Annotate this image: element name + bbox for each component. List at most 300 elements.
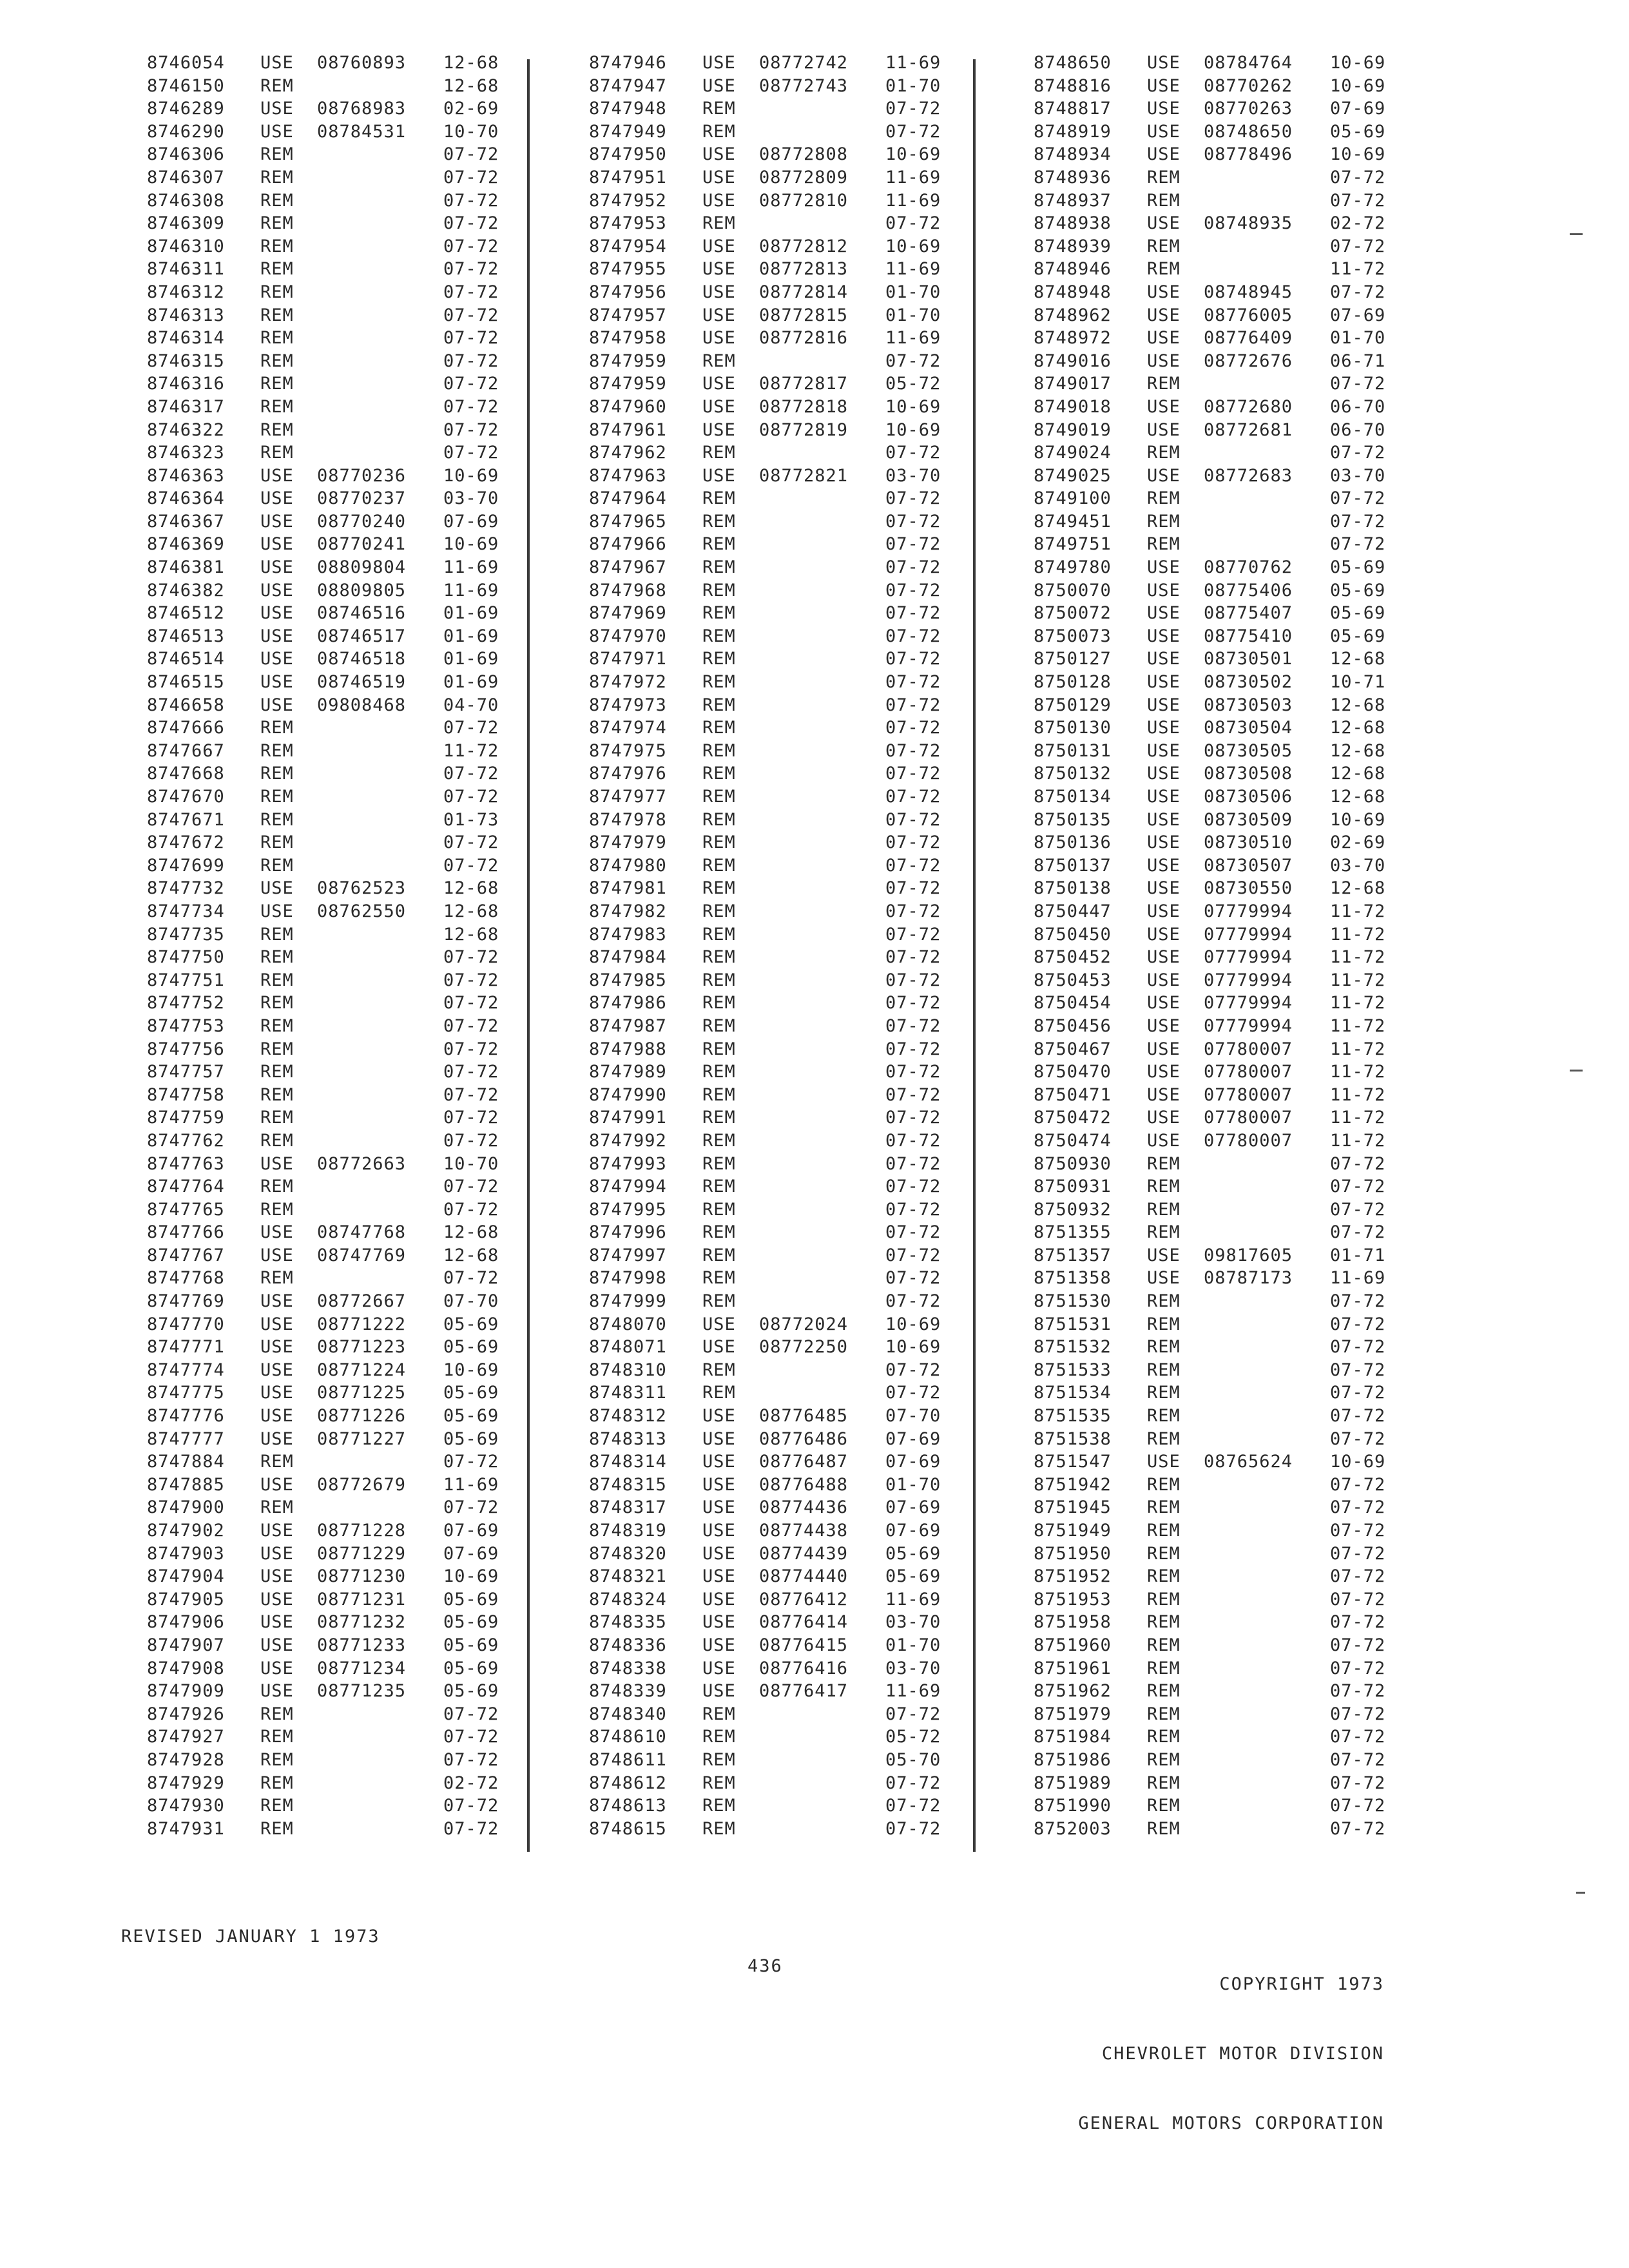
action-code: USE bbox=[702, 328, 736, 349]
action-code: REM bbox=[702, 1177, 736, 1197]
effective-date: 11-69 bbox=[885, 328, 941, 349]
replacement-part: 08771231 bbox=[317, 1589, 407, 1610]
part-number: 8751952 bbox=[1034, 1566, 1112, 1587]
table-row bbox=[1034, 1772, 1401, 1795]
replacement-part: 08730501 bbox=[1204, 649, 1293, 669]
replacement-part bbox=[1204, 235, 1330, 258]
replacement-part bbox=[317, 809, 443, 832]
replacement-part bbox=[759, 625, 885, 648]
part-number: 8747671 bbox=[147, 809, 225, 830]
action-code: REM bbox=[260, 75, 294, 96]
action-code: REM bbox=[260, 924, 294, 945]
table-row bbox=[589, 465, 956, 488]
table-row bbox=[147, 441, 514, 465]
replacement-part: 08771222 bbox=[317, 1314, 407, 1334]
part-number: 8747884 bbox=[147, 1452, 225, 1472]
replacement-part bbox=[759, 1129, 885, 1153]
table-row bbox=[147, 785, 514, 809]
part-number: 8747946 bbox=[589, 53, 667, 73]
table-row bbox=[1034, 1313, 1401, 1336]
replacement-part bbox=[317, 189, 443, 213]
effective-date: 07-69 bbox=[1330, 99, 1386, 119]
table-row bbox=[1034, 1519, 1401, 1542]
action-code: REM bbox=[1147, 1337, 1181, 1358]
replacement-part bbox=[1204, 1198, 1330, 1222]
replacement-part bbox=[759, 1084, 885, 1107]
table-row bbox=[1034, 1267, 1401, 1290]
effective-date: 05-69 bbox=[443, 1658, 499, 1678]
effective-date: 07-72 bbox=[443, 236, 499, 256]
effective-date: 11-72 bbox=[1330, 901, 1386, 921]
table-row bbox=[589, 1336, 956, 1359]
effective-date: 11-72 bbox=[1330, 259, 1386, 280]
effective-date: 12-68 bbox=[1330, 649, 1386, 669]
replacement-part bbox=[759, 533, 885, 556]
action-code: REM bbox=[260, 787, 294, 807]
action-code: USE bbox=[260, 672, 294, 693]
effective-date: 01-73 bbox=[443, 809, 499, 830]
effective-date: 07-69 bbox=[1330, 305, 1386, 325]
part-number: 8751960 bbox=[1034, 1635, 1112, 1655]
table-row bbox=[1034, 900, 1401, 923]
effective-date: 07-72 bbox=[885, 1199, 941, 1220]
action-code: USE bbox=[1147, 603, 1181, 624]
table-row bbox=[589, 1519, 956, 1542]
replacement-part: 08772819 bbox=[759, 419, 849, 440]
copyright-block bbox=[1078, 1927, 1384, 2158]
action-code: REM bbox=[702, 1818, 736, 1839]
part-number: 8748615 bbox=[589, 1818, 667, 1839]
action-code: USE bbox=[1147, 213, 1181, 234]
table-row bbox=[147, 969, 514, 992]
effective-date: 07-72 bbox=[1330, 374, 1386, 394]
action-code: USE bbox=[1147, 328, 1181, 349]
part-number: 8746289 bbox=[147, 99, 225, 119]
table-row bbox=[147, 716, 514, 740]
replacement-part bbox=[317, 716, 443, 740]
part-number: 8747988 bbox=[589, 1039, 667, 1059]
effective-date: 12-68 bbox=[443, 75, 499, 96]
table-row bbox=[147, 923, 514, 947]
part-number: 8752003 bbox=[1034, 1818, 1112, 1839]
action-code: USE bbox=[1147, 970, 1181, 990]
effective-date: 07-72 bbox=[885, 764, 941, 784]
action-code: REM bbox=[260, 1130, 294, 1151]
part-number: 8747903 bbox=[147, 1543, 225, 1564]
action-code: REM bbox=[260, 855, 294, 876]
part-number: 8747762 bbox=[147, 1130, 225, 1151]
replacement-part bbox=[759, 1106, 885, 1129]
part-number: 8751990 bbox=[1034, 1796, 1112, 1816]
effective-date: 07-72 bbox=[1330, 1749, 1386, 1770]
replacement-part: 08772250 bbox=[759, 1337, 849, 1358]
table-row bbox=[147, 1565, 514, 1588]
part-number: 8746310 bbox=[147, 236, 225, 256]
table-row bbox=[147, 143, 514, 166]
action-code: USE bbox=[702, 1521, 736, 1541]
effective-date: 10-69 bbox=[443, 465, 499, 486]
replacement-part bbox=[317, 372, 443, 396]
action-code: USE bbox=[702, 1658, 736, 1678]
part-number: 8747987 bbox=[589, 1015, 667, 1036]
table-row bbox=[147, 1106, 514, 1129]
replacement-part bbox=[317, 166, 443, 189]
part-number: 8747908 bbox=[147, 1658, 225, 1678]
action-code: REM bbox=[1147, 1796, 1181, 1816]
part-number: 8747980 bbox=[589, 855, 667, 876]
part-number: 8747763 bbox=[147, 1153, 225, 1174]
replacement-part bbox=[759, 1153, 885, 1176]
replacement-part bbox=[759, 1175, 885, 1198]
part-number: 8751530 bbox=[1034, 1291, 1112, 1312]
action-code: REM bbox=[1147, 1612, 1181, 1633]
parts-column-2 bbox=[589, 52, 956, 1840]
replacement-part: 08730510 bbox=[1204, 832, 1293, 853]
part-number: 8748610 bbox=[589, 1727, 667, 1747]
action-code: USE bbox=[702, 1474, 736, 1495]
action-code: REM bbox=[260, 809, 294, 830]
part-number: 8746363 bbox=[147, 465, 225, 486]
table-row bbox=[1034, 1381, 1401, 1405]
effective-date: 07-69 bbox=[885, 1428, 941, 1449]
action-code: REM bbox=[260, 1773, 294, 1793]
effective-date: 10-69 bbox=[885, 144, 941, 165]
table-row bbox=[589, 97, 956, 120]
replacement-part bbox=[1204, 1634, 1330, 1657]
effective-date: 07-72 bbox=[885, 1039, 941, 1059]
effective-date: 07-72 bbox=[443, 305, 499, 325]
table-row bbox=[1034, 1221, 1401, 1244]
replacement-part bbox=[317, 396, 443, 419]
effective-date: 10-70 bbox=[443, 1153, 499, 1174]
replacement-part: 07779994 bbox=[1204, 924, 1293, 945]
effective-date: 07-72 bbox=[885, 1796, 941, 1816]
replacement-part bbox=[1204, 1359, 1330, 1382]
table-row bbox=[147, 762, 514, 785]
part-number: 8746316 bbox=[147, 374, 225, 394]
effective-date: 11-72 bbox=[1330, 1015, 1386, 1036]
table-row bbox=[1034, 350, 1401, 373]
effective-date: 07-72 bbox=[885, 1084, 941, 1105]
table-row bbox=[589, 1611, 956, 1634]
part-number: 8747699 bbox=[147, 855, 225, 876]
action-code: USE bbox=[260, 1383, 294, 1403]
effective-date: 07-72 bbox=[443, 1497, 499, 1518]
action-code: REM bbox=[260, 1015, 294, 1036]
table-row bbox=[1034, 441, 1401, 465]
table-row bbox=[589, 1084, 956, 1107]
effective-date: 07-72 bbox=[443, 970, 499, 990]
action-code: REM bbox=[260, 993, 294, 1014]
table-row bbox=[147, 396, 514, 419]
effective-date: 07-72 bbox=[1330, 1222, 1386, 1243]
part-number: 8747951 bbox=[589, 167, 667, 187]
part-number: 8746513 bbox=[147, 626, 225, 646]
action-code: REM bbox=[702, 534, 736, 555]
table-row bbox=[147, 1175, 514, 1198]
replacement-part bbox=[317, 785, 443, 809]
action-code: REM bbox=[702, 672, 736, 693]
table-row bbox=[1034, 625, 1401, 648]
table-row bbox=[1034, 327, 1401, 350]
part-number: 8748324 bbox=[589, 1589, 667, 1610]
part-number: 8746311 bbox=[147, 259, 225, 280]
table-row bbox=[1034, 1565, 1401, 1588]
action-code: USE bbox=[1147, 855, 1181, 876]
table-row bbox=[1034, 235, 1401, 258]
effective-date: 07-72 bbox=[1330, 1177, 1386, 1197]
action-code: USE bbox=[702, 1337, 736, 1358]
table-row bbox=[1034, 1818, 1401, 1841]
table-row bbox=[147, 1313, 514, 1336]
column-divider-1 bbox=[527, 59, 530, 1852]
replacement-part: 08771224 bbox=[317, 1360, 407, 1380]
table-row bbox=[589, 327, 956, 350]
part-number: 8747970 bbox=[589, 626, 667, 646]
replacement-part: 08774440 bbox=[759, 1566, 849, 1587]
part-number: 8751942 bbox=[1034, 1474, 1112, 1495]
replacement-part bbox=[759, 1772, 885, 1795]
replacement-part: 08772813 bbox=[759, 259, 849, 280]
part-number: 8746367 bbox=[147, 511, 225, 532]
table-row bbox=[147, 1634, 514, 1657]
replacement-part: 08772683 bbox=[1204, 465, 1293, 486]
replacement-part bbox=[1204, 1588, 1330, 1611]
part-number: 8751953 bbox=[1034, 1589, 1112, 1610]
table-row bbox=[589, 1381, 956, 1405]
part-number: 8747996 bbox=[589, 1222, 667, 1243]
replacement-part: 07779994 bbox=[1204, 970, 1293, 990]
replacement-part bbox=[759, 1794, 885, 1818]
table-row bbox=[589, 785, 956, 809]
part-number: 8751989 bbox=[1034, 1773, 1112, 1793]
table-row bbox=[1034, 1794, 1401, 1818]
table-row bbox=[1034, 1175, 1401, 1198]
effective-date: 07-72 bbox=[885, 1245, 941, 1265]
part-number: 8748650 bbox=[1034, 53, 1112, 73]
table-row bbox=[147, 1381, 514, 1405]
action-code: REM bbox=[702, 855, 736, 876]
part-number: 8747984 bbox=[589, 947, 667, 968]
part-number: 8748338 bbox=[589, 1658, 667, 1678]
action-code: REM bbox=[702, 878, 736, 899]
table-row bbox=[589, 1405, 956, 1428]
part-number: 8747765 bbox=[147, 1199, 225, 1220]
action-code: REM bbox=[1147, 488, 1181, 509]
action-code: REM bbox=[260, 374, 294, 394]
action-code: REM bbox=[1147, 374, 1181, 394]
replacement-part: 08778496 bbox=[1204, 144, 1293, 165]
replacement-part: 08772681 bbox=[1204, 419, 1293, 440]
table-row bbox=[147, 1474, 514, 1497]
action-code: REM bbox=[702, 832, 736, 853]
effective-date: 12-68 bbox=[443, 878, 499, 899]
action-code: REM bbox=[702, 1749, 736, 1770]
part-number: 8748314 bbox=[589, 1452, 667, 1472]
part-number: 8748319 bbox=[589, 1521, 667, 1541]
effective-date: 07-72 bbox=[443, 1704, 499, 1724]
replacement-part: 08772743 bbox=[759, 75, 849, 96]
effective-date: 07-72 bbox=[443, 947, 499, 968]
replacement-part: 08775406 bbox=[1204, 580, 1293, 601]
effective-date: 07-72 bbox=[885, 672, 941, 693]
replacement-part: 08772817 bbox=[759, 374, 849, 394]
table-row bbox=[147, 1542, 514, 1566]
action-code: REM bbox=[702, 1796, 736, 1816]
effective-date: 07-72 bbox=[885, 213, 941, 234]
action-code: REM bbox=[1147, 1658, 1181, 1678]
part-number: 8747909 bbox=[147, 1681, 225, 1702]
effective-date: 07-72 bbox=[1330, 1497, 1386, 1518]
action-code: REM bbox=[260, 144, 294, 165]
effective-date: 04-70 bbox=[443, 695, 499, 715]
table-row bbox=[1034, 1290, 1401, 1313]
action-code: REM bbox=[260, 1704, 294, 1724]
table-row bbox=[589, 487, 956, 510]
action-code: USE bbox=[260, 1658, 294, 1678]
action-code: USE bbox=[260, 878, 294, 899]
part-number: 8747775 bbox=[147, 1383, 225, 1403]
part-number: 8747998 bbox=[589, 1268, 667, 1289]
effective-date: 11-72 bbox=[1330, 1062, 1386, 1082]
effective-date: 07-72 bbox=[443, 1199, 499, 1220]
effective-date: 07-72 bbox=[1330, 190, 1386, 211]
part-number: 8747766 bbox=[147, 1222, 225, 1243]
effective-date: 05-69 bbox=[885, 1543, 941, 1564]
effective-date: 12-68 bbox=[1330, 718, 1386, 738]
action-code: USE bbox=[702, 1452, 736, 1472]
effective-date: 07-72 bbox=[885, 855, 941, 876]
replacement-part: 07780007 bbox=[1204, 1039, 1293, 1059]
table-row bbox=[589, 1634, 956, 1657]
replacement-part bbox=[317, 1772, 443, 1795]
effective-date: 07-72 bbox=[885, 695, 941, 715]
effective-date: 05-69 bbox=[443, 1337, 499, 1358]
part-number: 8750134 bbox=[1034, 787, 1112, 807]
part-number: 8747885 bbox=[147, 1474, 225, 1495]
action-code: REM bbox=[1147, 1406, 1181, 1427]
part-number: 8746364 bbox=[147, 488, 225, 509]
effective-date: 10-70 bbox=[443, 121, 499, 142]
replacement-part bbox=[317, 441, 443, 465]
table-row bbox=[1034, 716, 1401, 740]
part-number: 8748336 bbox=[589, 1635, 667, 1655]
effective-date: 07-69 bbox=[885, 1452, 941, 1472]
part-number: 8750450 bbox=[1034, 924, 1112, 945]
table-row bbox=[147, 1725, 514, 1749]
effective-date: 07-72 bbox=[885, 970, 941, 990]
part-number: 8747981 bbox=[589, 878, 667, 899]
replacement-part bbox=[1204, 1474, 1330, 1497]
table-row bbox=[1034, 762, 1401, 785]
table-row bbox=[589, 1153, 956, 1176]
replacement-part bbox=[317, 1794, 443, 1818]
effective-date: 07-72 bbox=[1330, 1589, 1386, 1610]
part-number: 8748972 bbox=[1034, 328, 1112, 349]
replacement-part: 08776005 bbox=[1204, 305, 1293, 325]
replacement-part bbox=[759, 120, 885, 144]
part-number: 8746309 bbox=[147, 213, 225, 234]
action-code: USE bbox=[702, 167, 736, 187]
table-row bbox=[1034, 1611, 1401, 1634]
table-row bbox=[589, 1129, 956, 1153]
replacement-part bbox=[317, 1818, 443, 1841]
action-code: REM bbox=[260, 1108, 294, 1128]
effective-date: 07-72 bbox=[885, 603, 941, 624]
replacement-part: 08770241 bbox=[317, 534, 407, 555]
effective-date: 07-72 bbox=[1330, 1796, 1386, 1816]
table-row bbox=[589, 1267, 956, 1290]
action-code: REM bbox=[702, 580, 736, 601]
part-number: 8747750 bbox=[147, 947, 225, 968]
table-row bbox=[147, 1657, 514, 1680]
table-row bbox=[589, 1542, 956, 1566]
table-row bbox=[1034, 1703, 1401, 1726]
replacement-part: 07780007 bbox=[1204, 1108, 1293, 1128]
effective-date: 07-72 bbox=[1330, 1635, 1386, 1655]
table-row bbox=[1034, 831, 1401, 854]
part-number: 8747991 bbox=[589, 1108, 667, 1128]
effective-date: 11-72 bbox=[443, 740, 499, 761]
table-row bbox=[147, 258, 514, 281]
copyright-line: GENERAL MOTORS CORPORATION bbox=[1078, 2113, 1384, 2133]
table-row bbox=[1034, 1496, 1401, 1519]
effective-date: 07-72 bbox=[885, 1773, 941, 1793]
effective-date: 07-72 bbox=[885, 1062, 941, 1082]
replacement-part bbox=[1204, 1381, 1330, 1405]
effective-date: 05-72 bbox=[885, 1727, 941, 1747]
action-code: USE bbox=[260, 1222, 294, 1243]
action-code: REM bbox=[1147, 1749, 1181, 1770]
action-code: USE bbox=[1147, 282, 1181, 302]
action-code: USE bbox=[1147, 1039, 1181, 1059]
replacement-part: 08772663 bbox=[317, 1153, 407, 1174]
action-code: USE bbox=[1147, 1084, 1181, 1105]
action-code: USE bbox=[1147, 580, 1181, 601]
table-row bbox=[147, 304, 514, 327]
part-number: 8747776 bbox=[147, 1406, 225, 1427]
effective-date: 10-69 bbox=[1330, 144, 1386, 165]
replacement-part bbox=[1204, 1405, 1330, 1428]
part-number: 8747929 bbox=[147, 1773, 225, 1793]
part-number: 8750453 bbox=[1034, 970, 1112, 990]
replacement-part bbox=[317, 1198, 443, 1222]
effective-date: 11-69 bbox=[885, 259, 941, 280]
effective-date: 07-69 bbox=[885, 1497, 941, 1518]
effective-date: 12-68 bbox=[443, 1222, 499, 1243]
action-code: USE bbox=[1147, 396, 1181, 417]
action-code: REM bbox=[702, 1108, 736, 1128]
effective-date: 10-69 bbox=[1330, 809, 1386, 830]
part-number: 8746054 bbox=[147, 53, 225, 73]
table-row bbox=[589, 1680, 956, 1703]
effective-date: 07-72 bbox=[1330, 443, 1386, 463]
action-code: USE bbox=[260, 1566, 294, 1587]
action-code: USE bbox=[260, 1681, 294, 1702]
table-row bbox=[147, 1015, 514, 1038]
table-row bbox=[589, 602, 956, 625]
part-number: 8748919 bbox=[1034, 121, 1112, 142]
table-row bbox=[589, 1818, 956, 1841]
replacement-part bbox=[317, 854, 443, 878]
part-number: 8747752 bbox=[147, 993, 225, 1014]
effective-date: 07-72 bbox=[885, 1130, 941, 1151]
effective-date: 10-69 bbox=[1330, 1452, 1386, 1472]
replacement-part bbox=[1204, 533, 1330, 556]
part-number: 8751531 bbox=[1034, 1314, 1112, 1334]
effective-date: 07-72 bbox=[443, 1452, 499, 1472]
action-code: USE bbox=[260, 511, 294, 532]
